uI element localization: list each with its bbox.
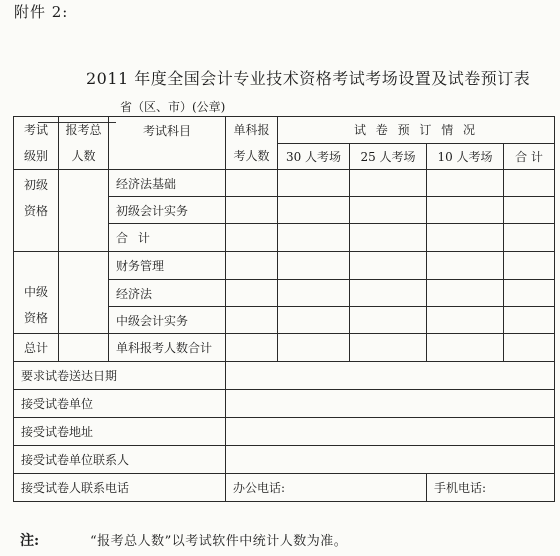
total-label: 总计 [14,334,59,362]
level-header: 考试 级别 [14,117,59,170]
room-25-input[interactable] [350,197,427,224]
junior-total-input[interactable] [59,170,109,252]
sum-input[interactable] [504,224,555,252]
sum-input[interactable] [504,197,555,224]
sum-input[interactable] [504,280,555,307]
room-10-input[interactable] [427,334,504,362]
booking-header: 试 卷 预 订 情 况 [278,117,555,144]
sum-header: 合 计 [504,143,555,170]
room-10-input[interactable] [427,170,504,197]
room-30-input[interactable] [278,252,350,280]
room-10-input[interactable] [427,280,504,307]
room-10-input[interactable] [427,224,504,252]
receiver-address-input[interactable] [226,418,555,446]
room-10-input[interactable] [427,197,504,224]
single-subject-header: 单科报 考人数 [226,117,278,170]
junior-level-cell: 初级 资格 [14,170,59,252]
room-25-input[interactable] [350,280,427,307]
room-25-input[interactable] [350,334,427,362]
room-30-input[interactable] [278,280,350,307]
attachment-label: 附件 2: [14,3,69,21]
room-30-input[interactable] [278,197,350,224]
room-10-header: 10 人考场 [427,143,504,170]
single-count-input[interactable] [226,307,278,334]
room-30-header: 30 人考场 [278,143,350,170]
single-count-input[interactable] [226,334,278,362]
total-subject-label: 单科报考人数合计 [109,334,226,362]
single-count-input[interactable] [226,197,278,224]
sum-input[interactable] [504,307,555,334]
single-count-input[interactable] [226,224,278,252]
room-25-input[interactable] [350,252,427,280]
booking-table [13,116,555,502]
subject-label: 经济法 [109,280,226,307]
subject-label: 经济法基础 [109,170,226,197]
form-title: 2011 年度全国会计专业技术资格考试考场设置及试卷预订表 [86,69,531,88]
sum-input[interactable] [504,334,555,362]
room-25-input[interactable] [350,307,427,334]
middle-total-input[interactable] [59,252,109,334]
room-30-input[interactable] [278,170,350,197]
total-applicants-header: 报考总 人数 [59,117,109,170]
subject-label: 初级会计实务 [109,197,226,224]
subject-subtotal-label: 合 计 [109,224,226,252]
room-30-input[interactable] [278,224,350,252]
room-25-input[interactable] [350,170,427,197]
receiver-address-label: 接受试卷地址 [14,418,226,446]
office-phone-field[interactable]: 办公电话: [226,474,427,502]
note-text: “报考总人数”以考试软件中统计人数为准。 [90,534,348,549]
single-count-input[interactable] [226,280,278,307]
delivery-date-label: 要求试卷送达日期 [14,362,226,390]
note-label: 注: [20,533,40,549]
receiver-phone-label: 接受试卷人联系电话 [14,474,226,502]
room-30-input[interactable] [278,334,350,362]
mobile-phone-field[interactable]: 手机电话: [427,474,555,502]
receiver-contact-label: 接受试卷单位联系人 [14,446,226,474]
single-count-input[interactable] [226,170,278,197]
subject-header: 考试科目 [109,117,226,170]
grand-total-input[interactable] [59,334,109,362]
room-10-input[interactable] [427,252,504,280]
single-count-input[interactable] [226,252,278,280]
room-10-input[interactable] [427,307,504,334]
sum-input[interactable] [504,170,555,197]
delivery-date-input[interactable] [226,362,555,390]
room-25-input[interactable] [350,224,427,252]
sum-input[interactable] [504,252,555,280]
middle-level-cell: 中级 资格 [14,252,59,334]
room-25-header: 25 人考场 [350,143,427,170]
room-30-input[interactable] [278,307,350,334]
province-label: 省（区、市）(公章) [120,100,226,114]
receiver-unit-label: 接受试卷单位 [14,390,226,418]
subject-label: 中级会计实务 [109,307,226,334]
receiver-unit-input[interactable] [226,390,555,418]
subject-label: 财务管理 [109,252,226,280]
receiver-contact-input[interactable] [226,446,555,474]
